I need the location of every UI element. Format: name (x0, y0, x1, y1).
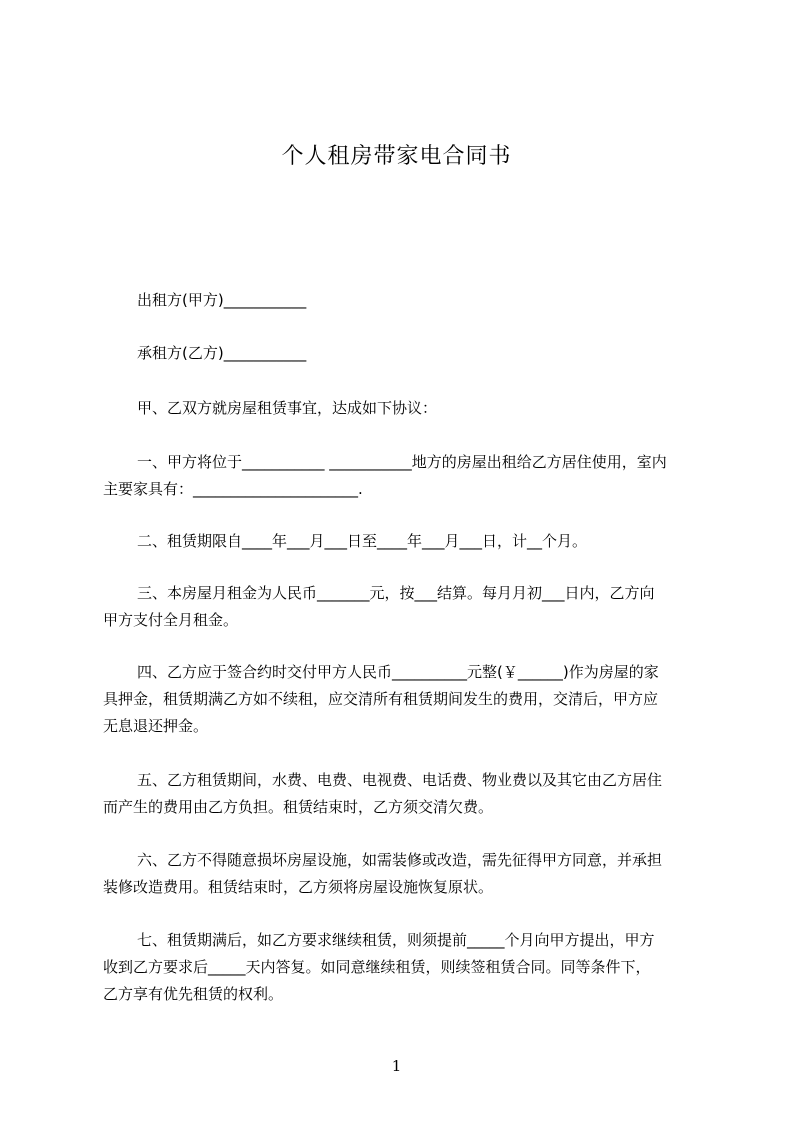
party-a-line: 出租方(甲方)___________ (137, 291, 307, 309)
clause-4-line-1: 四、乙方应于签合约时交付甲方人民币__________元整(￥______)作为房屋的家 (137, 663, 659, 681)
clause-2-line-1: 二、租赁期限自____年___月___日至____年___月___日，计__个月。 (137, 532, 588, 550)
clause-6-line-1: 六、乙方不得随意损坏房屋设施，如需装修或改造，需先征得甲方同意，并承担 (137, 851, 663, 869)
clause-5-line-2: 而产生的费用由乙方负担。租赁结束时，乙方须交清欠费。 (103, 798, 494, 816)
clause-1-line-2: 主要家具有：______________________. (103, 480, 363, 498)
clause-1-line-1: 一、甲方将位于___________ ___________地方的房屋出租给乙方居住使用，室内 (137, 453, 667, 471)
clause-4-line-2: 具押金，租赁期满乙方如不续租，应交清所有租赁期间发生的费用，交清后，甲方应 (103, 690, 659, 708)
clause-7-line-1: 七、租赁期满后，如乙方要求继续租赁，则须提前_____个月向甲方提出，甲方 (137, 931, 655, 949)
clause-3-line-1: 三、本房屋月租金为人民币_______元，按___结算。每月月初___日内，乙方向 (137, 584, 655, 602)
agreement-intro: 甲、乙双方就房屋租赁事宜，达成如下协议： (137, 399, 438, 417)
clause-7-line-3: 乙方享有优先租赁的权利。 (103, 985, 284, 1003)
clause-7-line-2: 收到乙方要求后_____天内答复。如同意继续租赁，则续签租赁合同。同等条件下， (103, 958, 651, 976)
clause-5-line-1: 五、乙方租赁期间，水费、电费、电视费、电话费、物业费以及其它由乙方居住 (137, 771, 663, 789)
clause-4-line-3: 无息退还押金。 (103, 717, 209, 735)
document-title: 个人租房带家电合同书 (281, 144, 512, 169)
party-b-line: 承租方(乙方)___________ (137, 344, 307, 362)
page-number: 1 (391, 1057, 402, 1075)
clause-6-line-2: 装修改造费用。租赁结束时，乙方须将房屋设施恢复原状。 (103, 878, 494, 896)
clause-3-line-2: 甲方支付全月租金。 (103, 611, 239, 629)
